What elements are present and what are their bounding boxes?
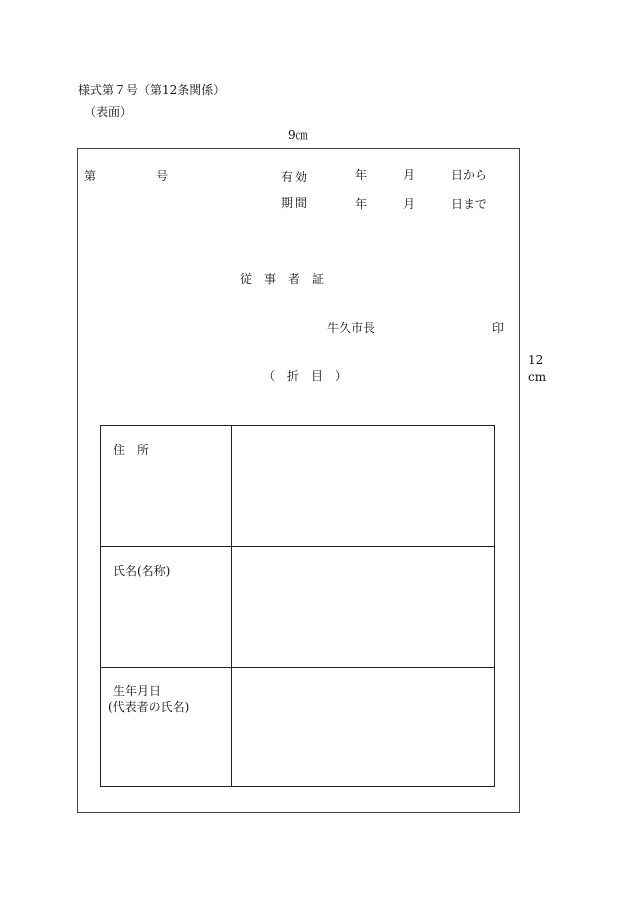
validity-label-top: 有効 bbox=[281, 170, 310, 184]
address-value-cell bbox=[232, 426, 494, 546]
table-row-address bbox=[101, 426, 494, 546]
validity-label-bottom: 期間 bbox=[281, 196, 310, 210]
name-label-cell bbox=[101, 547, 232, 667]
certificate-number-prefix: 第 bbox=[84, 169, 97, 183]
address-label: 住 所 bbox=[113, 443, 150, 457]
certificate-number-suffix: 号 bbox=[156, 169, 169, 183]
height-dimension-unit: cm bbox=[528, 370, 547, 384]
address-label-cell bbox=[101, 426, 232, 546]
table-row-name bbox=[101, 546, 494, 667]
validity-to-year: 年 bbox=[355, 197, 368, 211]
validity-to-day: 日まで bbox=[451, 197, 488, 211]
holder-info-table bbox=[100, 425, 495, 787]
birthdate-label bbox=[108, 684, 189, 715]
fold-line-label: （ 折 目 ） bbox=[263, 369, 348, 383]
name-label: 氏名(名称) bbox=[113, 564, 171, 578]
validity-from-year: 年 bbox=[355, 168, 368, 182]
name-value-cell bbox=[232, 547, 494, 667]
form-number: 様式第７号（第12条関係） bbox=[78, 83, 226, 97]
validity-to-month: 月 bbox=[403, 197, 416, 211]
seal-mark: 印 bbox=[492, 321, 505, 335]
issuer-name: 牛久市長 bbox=[327, 321, 376, 335]
height-dimension-number: 12 bbox=[528, 353, 544, 367]
validity-from-month: 月 bbox=[403, 168, 416, 182]
table-row-birthdate bbox=[101, 667, 494, 787]
birthdate-label-line1: 生年月日 bbox=[113, 684, 162, 698]
width-dimension-label: 9㎝ bbox=[288, 128, 308, 142]
certificate-title: 従 事 者 証 bbox=[240, 272, 325, 286]
representative-label-line2: (代表者の氏名) bbox=[108, 699, 190, 714]
validity-from-day: 日から bbox=[451, 168, 488, 182]
birthdate-value-cell bbox=[232, 668, 494, 787]
side-label: （表面） bbox=[84, 105, 133, 119]
birthdate-label-cell bbox=[101, 668, 232, 787]
